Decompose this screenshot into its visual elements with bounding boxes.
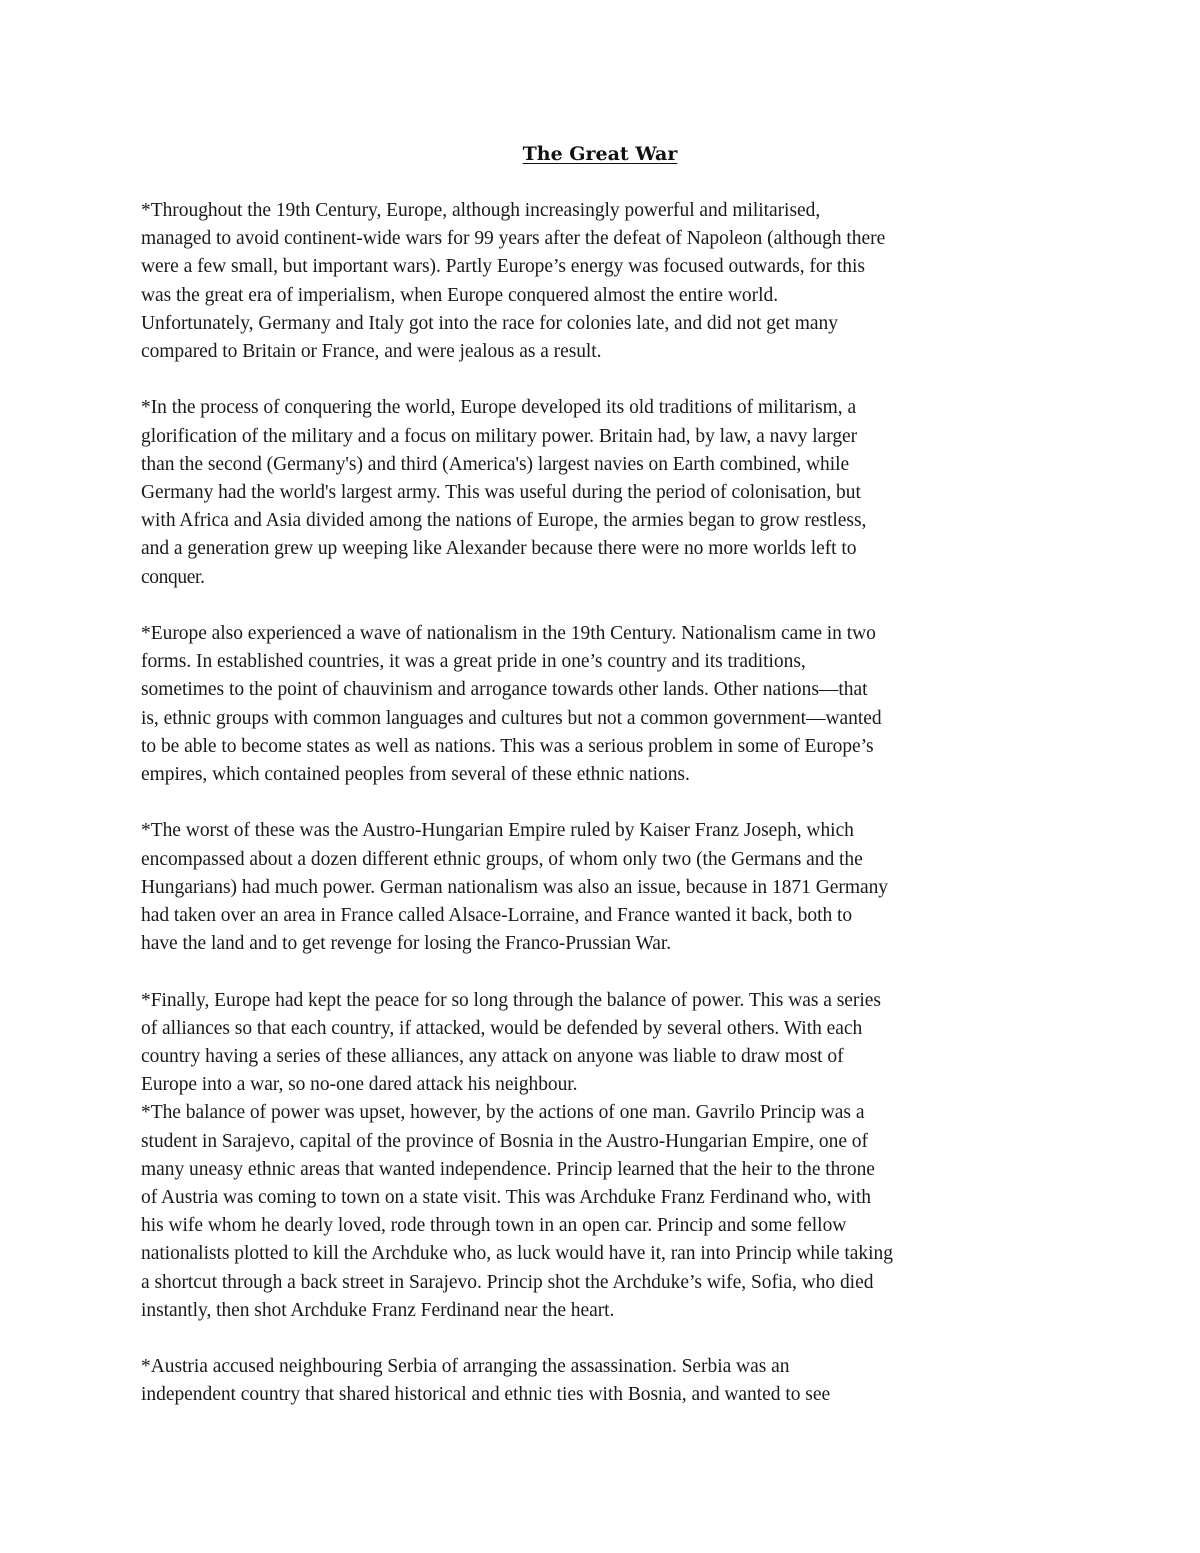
text-line: than the second (Germany's) and third (America's) largest navies on Earth combined, while — [141, 453, 850, 475]
text-line: instantly, then shot Archduke Franz Ferdinand near the heart. — [141, 1299, 615, 1321]
text-line: with Africa and Asia divided among the nations of Europe, the armies began to grow restless, — [141, 510, 867, 532]
paragraph-gap — [141, 1325, 1061, 1353]
text-line: Hungarians) had much power. German nationalism was also an issue, because in 1871 Germany — [141, 876, 889, 898]
text-line: student in Sarajevo, capital of the province of Bosnia in the Austro-Hungarian Empire, one of — [141, 1130, 868, 1152]
text-line: Unfortunately, Germany and Italy got into the race for colonies late, and did not get many — [141, 312, 838, 334]
document-body — [141, 197, 1061, 1410]
text-line: encompassed about a dozen different ethnic groups, of whom only two (the Germans and the — [141, 848, 863, 870]
text-line: conquer. — [141, 566, 205, 588]
paragraph-austro-hungarian — [141, 817, 1061, 958]
text-line: of Austria was coming to town on a state visit. This was Archduke Franz Ferdinand who, with — [141, 1187, 871, 1209]
paragraph-gap — [141, 958, 1061, 986]
paragraph-assassination — [141, 1099, 1061, 1325]
text-line: was the great era of imperialism, when Europe conquered almost the entire world. — [141, 284, 779, 306]
text-line: *Europe also experienced a wave of nationalism in the 19th Century. Nationalism came in two — [141, 623, 876, 645]
paragraph-militarism — [141, 394, 1061, 591]
text-line: his wife whom he dearly loved, rode through town in an open car. Princip and some fellow — [141, 1215, 847, 1237]
text-line: were a few small, but important wars). Partly Europe’s energy was focused outwards, for this — [141, 256, 865, 278]
text-line: and a generation grew up weeping like Alexander because there were no more worlds left to — [141, 538, 857, 560]
paragraph-gap — [141, 789, 1061, 817]
text-line: to be able to become states as well as nations. This was a serious problem in some of Europe’s — [141, 735, 874, 757]
paragraph-serbia — [141, 1353, 1061, 1409]
text-line: a shortcut through a back street in Sarajevo. Princip shot the Archduke’s wife, Sofia, who died — [141, 1271, 874, 1293]
text-line: empires, which contained peoples from several of these ethnic nations. — [141, 764, 690, 786]
document-title: The Great War — [522, 143, 678, 165]
paragraph-nationalism — [141, 620, 1061, 789]
text-line: *The balance of power was upset, however, by the actions of one man. Gavrilo Princip was a — [141, 1102, 865, 1124]
text-line: *Austria accused neighbouring Serbia of arranging the assassination. Serbia was an — [141, 1356, 790, 1378]
paragraph-gap — [141, 592, 1061, 620]
text-line: sometimes to the point of chauvinism and arrogance towards other lands. Other nations—that — [141, 679, 868, 701]
text-line: nationalists plotted to kill the Archduke who, as luck would have it, ran into Princip while taking — [141, 1243, 893, 1265]
paragraph-gap — [141, 366, 1061, 394]
text-line: Germany had the world's largest army. This was useful during the period of colonisation, but — [141, 482, 861, 504]
text-line: *Throughout the 19th Century, Europe, although increasingly powerful and militarised, — [141, 200, 821, 221]
text-line: *Finally, Europe had kept the peace for so long through the balance of power. This was a series — [141, 989, 881, 1011]
text-line: have the land and to get revenge for losing the Franco-Prussian War. — [141, 933, 672, 955]
text-line: of alliances so that each country, if attacked, would be defended by several others. With each — [141, 1017, 863, 1039]
paragraph-balance-of-power — [141, 987, 1061, 1100]
text-line: is, ethnic groups with common languages and cultures but not a common government—wanted — [141, 707, 882, 729]
text-line: *The worst of these was the Austro-Hungarian Empire ruled by Kaiser Franz Joseph, which — [141, 820, 854, 842]
text-line: Europe into a war, so no-one dared attack his neighbour. — [141, 1074, 578, 1096]
text-line: country having a series of these alliances, any attack on anyone was liable to draw most of — [141, 1046, 844, 1068]
text-line: had taken over an area in France called Alsace-Lorraine, and France wanted it back, both to — [141, 905, 853, 927]
text-line: many uneasy ethnic areas that wanted independence. Princip learned that the heir to the throne — [141, 1158, 875, 1180]
text-line: independent country that shared historical and ethnic ties with Bosnia, and wanted to see — [141, 1384, 831, 1406]
text-line: compared to Britain or France, and were jealous as a result. — [141, 341, 602, 363]
paragraph-imperialism — [141, 197, 1061, 366]
text-line: glorification of the military and a focus on military power. Britain had, by law, a navy larger — [141, 425, 858, 447]
text-line: forms. In established countries, it was a great pride in one’s country and its traditions, — [141, 651, 806, 673]
text-line: managed to avoid continent-wide wars for 99 years after the defeat of Napoleon (although there — [141, 228, 886, 250]
text-line: *In the process of conquering the world, Europe developed its old traditions of militarism, a — [141, 397, 857, 419]
